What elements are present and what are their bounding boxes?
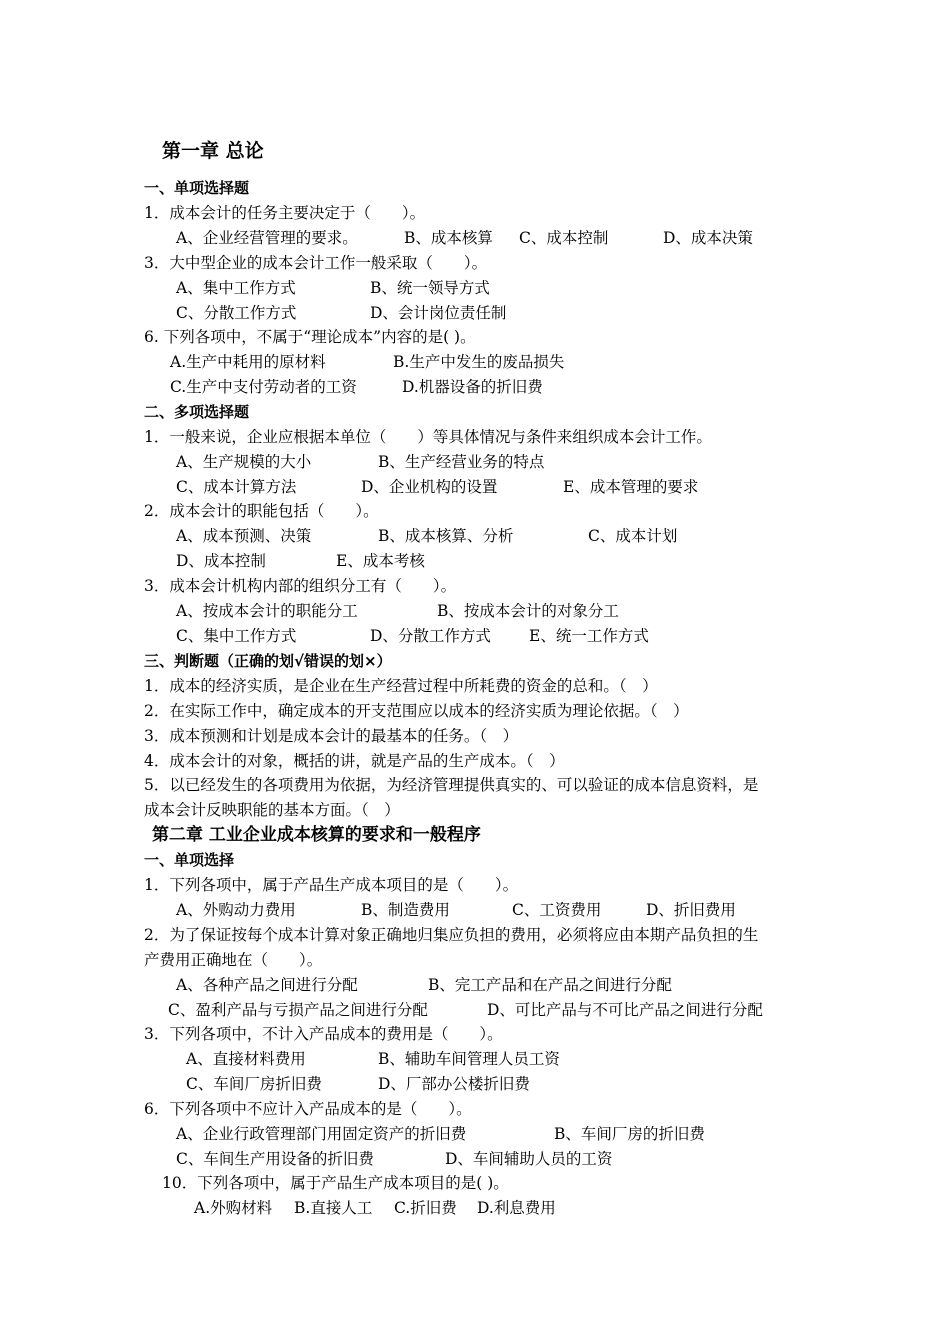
option-c: C、成本计划	[588, 527, 678, 545]
option-d: D、成本决策	[663, 229, 753, 247]
option-b: B、按成本会计的对象分工	[437, 602, 619, 620]
option-e: E、统一工作方式	[529, 627, 649, 645]
option-c: C.生产中支付劳动者的工资	[170, 378, 357, 396]
option-a: A、按成本会计的职能分工	[176, 602, 358, 620]
question-stem: 2．为了保证按每个成本计算对象正确地归集应负担的费用，必须将应由本期产品负担的生	[144, 926, 759, 944]
option-b: B.直接人工	[294, 1199, 373, 1217]
question-stem: 1．一般来说，企业应根据本单位（ ）等具体情况与条件来组织成本会计工作。	[144, 428, 712, 446]
option-c: C、分散工作方式	[176, 304, 297, 322]
judgement-item: 1．成本的经济实质，是企业在生产经营过程中所耗费的资金的总和。（ ）	[144, 677, 658, 695]
option-a: A、生产规模的大小	[176, 453, 312, 471]
option-d: D、车间辅助人员的工资	[445, 1150, 613, 1168]
question-stem: 1．成本会计的任务主要决定于（ ）。	[144, 204, 426, 222]
option-b: B、完工产品和在产品之间进行分配	[428, 976, 672, 994]
option-a: A、直接材料费用	[186, 1050, 306, 1068]
option-c: C、成本控制	[519, 229, 609, 247]
option-d: D、会计岗位责任制	[370, 304, 507, 322]
question-stem: 2．成本会计的职能包括（ ）。	[144, 502, 379, 520]
section-multiple-choice: 二、多项选择题	[144, 403, 250, 421]
question-stem: 3．成本会计机构内部的组织分工有（ ）。	[144, 577, 457, 595]
option-a: A、集中工作方式	[176, 279, 296, 297]
option-a: A、外购动力费用	[176, 901, 296, 919]
question-stem: 3．大中型企业的成本会计工作一般采取（ ）。	[144, 254, 488, 272]
question-stem: 6．下列各项中不应计入产品成本的是（ ）。	[144, 1100, 472, 1118]
section-true-false: 三、判断题（正确的划√错误的划×）	[144, 652, 392, 670]
option-d: D、分散工作方式	[370, 627, 491, 645]
option-b: B、制造费用	[361, 901, 450, 919]
option-c: C、成本计算方法	[176, 478, 297, 496]
question-stem: 1．下列各项中，属于产品生产成本项目的是（ ）。	[144, 876, 519, 894]
option-e: E、成本考核	[336, 552, 425, 570]
section-single-choice: 一、单项选择	[144, 851, 235, 869]
option-d: D、企业机构的设置	[361, 478, 498, 496]
option-a: A、成本预测、决策	[176, 527, 312, 545]
option-a: A.生产中耗用的原材料	[170, 353, 326, 371]
option-d: D、折旧费用	[646, 901, 736, 919]
option-b: B.生产中发生的废品损失	[393, 353, 565, 371]
option-c: C、盈利产品与亏损产品之间进行分配	[168, 1001, 428, 1019]
option-d: D.利息费用	[477, 1199, 556, 1217]
option-e: E、成本管理的要求	[563, 478, 699, 496]
option-c: C、工资费用	[512, 901, 602, 919]
option-b: B、统一领导方式	[370, 279, 490, 297]
option-c: C、集中工作方式	[176, 627, 297, 645]
section-single-choice: 一、单项选择题	[144, 179, 250, 197]
question-stem: 3．下列各项中，不计入产品成本的费用是（ ）。	[144, 1025, 503, 1043]
question-stem: 6. 下列各项中，不属于“理论成本”内容的是( )。	[144, 328, 476, 346]
option-b: B、辅助车间管理人员工资	[378, 1050, 560, 1068]
option-a: A.外购材料	[194, 1199, 273, 1217]
judgement-item: 3．成本预测和计划是成本会计的最基本的任务。（ ）	[144, 727, 519, 745]
judgement-item-continued: 成本会计反映职能的基本方面。（ ）	[144, 801, 400, 819]
option-a: A、企业行政管理部门用固定资产的折旧费	[176, 1125, 467, 1143]
option-b: B、生产经营业务的特点	[378, 453, 545, 471]
chapter1-title: 第一章 总论	[162, 140, 264, 162]
option-a: A、各种产品之间进行分配	[176, 976, 358, 994]
option-c: C.折旧费	[394, 1199, 457, 1217]
question-stem-continued: 产费用正确地在（ ）。	[144, 951, 323, 969]
option-a: A、企业经营管理的要求。	[176, 229, 358, 247]
chapter2-title: 第二章 工业企业成本核算的要求和一般程序	[152, 825, 481, 845]
judgement-item: 4．成本会计的对象，概括的讲，就是产品的生产成本。（ ）	[144, 752, 565, 770]
option-d: D、成本控制	[176, 552, 266, 570]
option-b: B、成本核算、分析	[378, 527, 514, 545]
option-d: D.机器设备的折旧费	[402, 378, 543, 396]
judgement-item: 2．在实际工作中，确定成本的开支范围应以成本的经济实质为理论依据。（ ）	[144, 702, 689, 720]
option-b: B、车间厂房的折旧费	[554, 1125, 705, 1143]
option-c: C、车间厂房折旧费	[186, 1075, 322, 1093]
option-d: D、可比产品与不可比产品之间进行分配	[487, 1001, 763, 1019]
question-stem: 10．下列各项中，属于产品生产成本项目的是( )。	[162, 1174, 509, 1192]
option-b: B、成本核算	[404, 229, 493, 247]
option-c: C、车间生产用设备的折旧费	[176, 1150, 374, 1168]
judgement-item: 5．以已经发生的各项费用为依据，为经济管理提供真实的、可以验证的成本信息资料，是	[144, 776, 759, 794]
option-d: D、厂部办公楼折旧费	[378, 1075, 530, 1093]
